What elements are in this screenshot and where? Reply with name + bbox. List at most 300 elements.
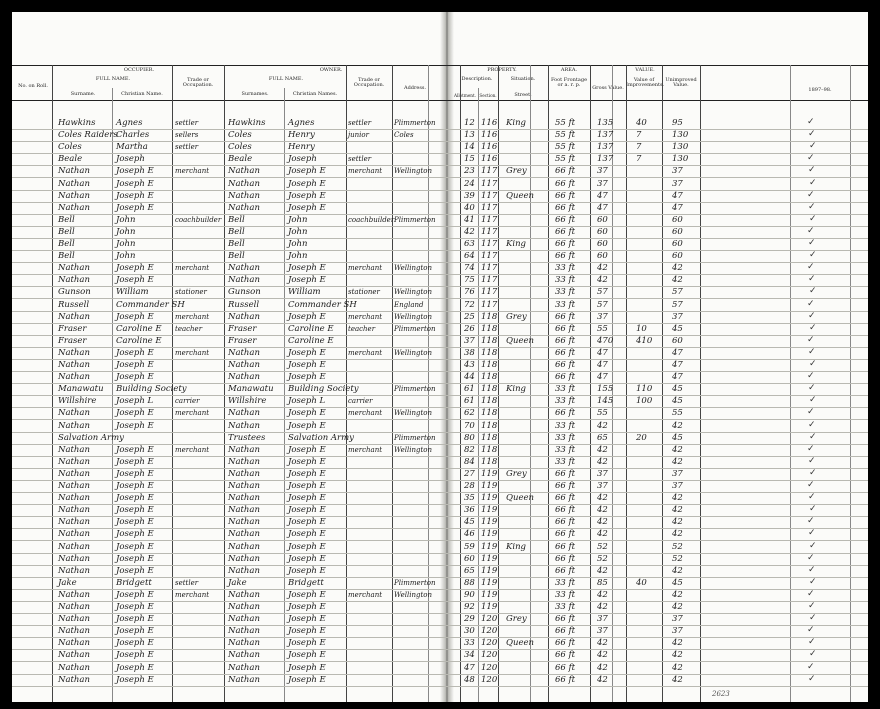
owner-address: Plimmerton xyxy=(394,215,436,224)
foot-frontage: 33 ft xyxy=(555,299,576,310)
unimproved-value: 130 xyxy=(672,154,689,165)
gross-value: 42 xyxy=(597,444,608,455)
allotment: 12 xyxy=(464,118,475,128)
owner-christian-name: Joseph E xyxy=(288,444,326,455)
owner-christian-name: Joseph E xyxy=(288,638,326,649)
occupier-surname: Nathan xyxy=(58,602,90,612)
occupier-christian-name: Joseph L xyxy=(116,396,154,407)
owner-address: Plimmerton xyxy=(394,385,436,394)
check-mark-icon: ✓ xyxy=(807,407,815,418)
header-foot-frontage: Foot Frontage or a. r. p. xyxy=(550,77,588,88)
owner-surname: Nathan xyxy=(228,420,260,431)
occupier-surname: Nathan xyxy=(58,347,90,358)
register-page xyxy=(12,12,868,702)
improvements-value: 40 xyxy=(636,577,647,588)
occupier-surname: Nathan xyxy=(58,481,90,491)
allotment: 28 xyxy=(464,481,475,491)
section: 119 xyxy=(481,505,498,516)
occupier-surname: Beale xyxy=(58,154,83,165)
owner-surname: Coles xyxy=(228,130,252,141)
occupier-christian-name: Joseph E xyxy=(116,493,154,504)
occupier-surname: Bell xyxy=(58,251,75,262)
section: 119 xyxy=(481,565,498,576)
allotment: 34 xyxy=(464,650,475,661)
check-mark-icon: ✓ xyxy=(808,346,816,357)
occupier-surname: Nathan xyxy=(58,553,90,564)
check-mark-icon: ✓ xyxy=(808,201,816,212)
owner-christian-name: Caroline E xyxy=(288,335,334,346)
allotment: 43 xyxy=(464,360,475,370)
owner-christian-name: Salvation Army xyxy=(288,432,354,443)
foot-frontage: 66 ft xyxy=(555,468,576,479)
allotment: 26 xyxy=(464,323,475,334)
gross-value: 137 xyxy=(597,130,614,141)
occupier-surname: Nathan xyxy=(58,565,90,576)
owner-address: Plimmerton xyxy=(394,578,436,587)
owner-surname: Trustees xyxy=(228,432,266,443)
street: Queen xyxy=(506,190,534,201)
occupier-surname: Nathan xyxy=(58,263,90,274)
owner-christian-name: Joseph E xyxy=(288,178,326,189)
foot-frontage: 66 ft xyxy=(555,360,576,370)
owner-christian-name: Joseph E xyxy=(288,263,326,274)
allotment: 39 xyxy=(464,190,475,201)
section: 117 xyxy=(481,251,498,262)
owner-christian-name: Joseph E xyxy=(288,347,326,358)
section: 117 xyxy=(481,190,498,201)
foot-frontage: 66 ft xyxy=(555,190,576,201)
owner-trade: merchant xyxy=(348,167,383,176)
unimproved-value: 47 xyxy=(672,372,683,383)
owner-christian-name: Joseph E xyxy=(288,541,326,552)
check-mark-icon: ✓ xyxy=(807,588,815,599)
owner-surname: Nathan xyxy=(228,444,260,455)
foot-frontage: 66 ft xyxy=(555,650,576,661)
owner-christian-name: Joseph E xyxy=(288,456,326,467)
check-mark-icon: ✓ xyxy=(809,177,817,188)
owner-surname: Nathan xyxy=(228,468,260,479)
occupier-trade: settler xyxy=(175,143,199,152)
occupier-surname: Nathan xyxy=(58,614,90,625)
header-christian-name: Christian Name. xyxy=(121,91,163,97)
allotment: 37 xyxy=(464,335,475,346)
owner-surname: Nathan xyxy=(228,493,260,504)
allotment: 65 xyxy=(464,565,475,576)
foot-frontage: 66 ft xyxy=(555,638,576,649)
gross-value: 52 xyxy=(597,553,608,564)
gross-value: 37 xyxy=(597,468,608,479)
section: 118 xyxy=(481,323,498,334)
gross-value: 137 xyxy=(597,142,614,153)
header-top-rule xyxy=(12,65,868,66)
occupier-trade: settler xyxy=(175,119,199,127)
gross-value: 47 xyxy=(597,347,608,358)
improvements-value: 7 xyxy=(636,142,642,153)
unimproved-value: 55 xyxy=(672,408,683,419)
check-mark-icon: ✓ xyxy=(808,419,816,430)
section: 120 xyxy=(481,662,498,673)
occupier-christian-name: Joseph E xyxy=(116,275,154,286)
header-owner: OWNER. xyxy=(319,67,343,73)
owner-christian-name: Joseph E xyxy=(288,481,326,491)
gross-value: 42 xyxy=(597,275,608,286)
unimproved-value: 52 xyxy=(672,541,683,552)
header-trade: Trade or Occupation. xyxy=(182,77,214,88)
section: 117 xyxy=(481,263,498,274)
occupier-trade: merchant xyxy=(175,348,210,357)
foot-frontage: 55 ft xyxy=(555,154,576,165)
gross-value: 37 xyxy=(597,614,608,625)
allotment: 44 xyxy=(464,372,475,383)
section: 118 xyxy=(481,420,498,431)
owner-surname: Nathan xyxy=(228,263,260,274)
occupier-christian-name: Joseph E xyxy=(116,456,154,467)
occupier-trade: merchant xyxy=(175,264,210,273)
unimproved-value: 60 xyxy=(672,239,683,249)
occupier-surname: Nathan xyxy=(58,493,90,504)
section: 117 xyxy=(481,287,498,298)
check-mark-icon: ✓ xyxy=(809,649,817,660)
owner-surname: Nathan xyxy=(228,166,260,177)
occupier-surname: Russell xyxy=(58,299,90,310)
gross-value: 42 xyxy=(597,505,608,516)
gross-value: 55 xyxy=(597,323,608,334)
section: 119 xyxy=(481,529,498,540)
street: Queen xyxy=(506,638,534,649)
check-mark-icon: ✓ xyxy=(809,467,817,478)
check-mark-icon: ✓ xyxy=(808,455,816,466)
header-property: PROPERTY. xyxy=(487,67,517,73)
unimproved-value: 60 xyxy=(672,214,683,225)
header-no-on-roll: No. on Roll. xyxy=(18,83,48,89)
occupier-trade: merchant xyxy=(175,409,210,418)
foot-frontage: 66 ft xyxy=(555,614,576,625)
foot-frontage: 66 ft xyxy=(555,372,576,383)
check-mark-icon: ✓ xyxy=(809,395,817,406)
unimproved-value: 42 xyxy=(672,517,683,528)
row-rule xyxy=(12,226,868,227)
row-rule xyxy=(12,214,868,215)
occupier-surname: Gunson xyxy=(58,287,91,298)
occupier-surname: Hawkins xyxy=(58,118,96,128)
owner-trade: merchant xyxy=(348,445,383,454)
owner-address: Plimmerton xyxy=(394,433,436,442)
foot-frontage: 66 ft xyxy=(555,214,576,225)
owner-trade: merchant xyxy=(348,348,383,357)
owner-christian-name: Joseph E xyxy=(288,602,326,612)
gross-value: 37 xyxy=(597,481,608,491)
check-mark-icon: ✓ xyxy=(807,189,815,200)
foot-frontage: 33 ft xyxy=(555,263,576,274)
owner-christian-name: Joseph E xyxy=(288,190,326,201)
owner-surname: Gunson xyxy=(228,287,261,298)
owner-christian-name: Henry xyxy=(288,142,315,153)
gross-value: 42 xyxy=(597,602,608,612)
occupier-surname: Nathan xyxy=(58,674,90,685)
header-improvements: Value of Improvements. xyxy=(626,77,665,88)
check-mark-icon: ✓ xyxy=(807,516,815,527)
section: 118 xyxy=(481,444,498,455)
gross-value: 47 xyxy=(597,202,608,213)
occupier-surname: Nathan xyxy=(58,178,90,189)
section: 118 xyxy=(481,372,498,383)
owner-surname: Manawatu xyxy=(228,384,274,395)
allotment: 46 xyxy=(464,529,475,540)
check-mark-icon: ✓ xyxy=(807,443,815,454)
occupier-surname: Coles Raiders xyxy=(58,130,118,141)
section: 120 xyxy=(481,650,498,661)
allotment: 76 xyxy=(464,287,475,298)
owner-surname: Nathan xyxy=(228,565,260,576)
occupier-surname: Bell xyxy=(58,239,75,249)
allotment: 45 xyxy=(464,517,475,528)
foot-frontage: 33 ft xyxy=(555,287,576,298)
unimproved-value: 42 xyxy=(672,275,683,286)
occupier-surname: Nathan xyxy=(58,529,90,540)
foot-frontage: 33 ft xyxy=(555,420,576,431)
occupier-christian-name: Joseph E xyxy=(116,565,154,576)
allotment: 59 xyxy=(464,541,475,552)
section: 117 xyxy=(481,239,498,249)
owner-surname: Russell xyxy=(228,299,260,310)
check-mark-icon: ✓ xyxy=(808,238,816,248)
check-mark-icon: ✓ xyxy=(809,540,817,551)
allotment: 36 xyxy=(464,505,475,516)
gross-value: 42 xyxy=(597,565,608,576)
owner-address: Plimmerton xyxy=(394,324,436,333)
allotment: 30 xyxy=(464,626,475,637)
unimproved-value: 42 xyxy=(672,456,683,467)
occupier-christian-name: John xyxy=(116,251,136,262)
allotment: 41 xyxy=(464,214,475,225)
improvements-value: 7 xyxy=(636,154,642,165)
foot-frontage: 66 ft xyxy=(555,408,576,419)
check-mark-icon: ✓ xyxy=(808,564,816,575)
owner-christian-name: Joseph E xyxy=(288,360,326,370)
occupier-christian-name: Joseph E xyxy=(116,517,154,528)
unimproved-value: 57 xyxy=(672,287,683,298)
check-mark-icon: ✓ xyxy=(808,528,816,539)
check-mark-icon: ✓ xyxy=(809,359,817,369)
occupier-surname: Nathan xyxy=(58,275,90,286)
gross-value: 37 xyxy=(597,626,608,637)
occupier-christian-name: Joseph E xyxy=(116,202,154,213)
owner-surname: Nathan xyxy=(228,602,260,612)
section: 118 xyxy=(481,360,498,370)
owner-address: Wellington xyxy=(394,409,433,418)
section: 119 xyxy=(481,589,498,600)
check-mark-icon: ✓ xyxy=(809,613,817,624)
owner-surname: Bell xyxy=(228,226,245,237)
section: 118 xyxy=(481,432,498,443)
gross-value: 42 xyxy=(597,456,608,467)
foot-frontage: 55 ft xyxy=(555,130,576,141)
occupier-surname: Willshire xyxy=(58,396,97,407)
street: Grey xyxy=(506,311,527,322)
gross-value: 47 xyxy=(597,372,608,383)
owner-christian-name: Joseph E xyxy=(288,408,326,419)
owner-surname: Nathan xyxy=(228,311,260,322)
owner-christian-name: Joseph E xyxy=(288,372,326,383)
owner-surname: Fraser xyxy=(228,335,257,346)
check-mark-icon: ✓ xyxy=(808,274,816,285)
owner-surname: Nathan xyxy=(228,360,260,370)
owner-address: Wellington xyxy=(394,348,433,357)
gross-value: 85 xyxy=(597,577,608,588)
occupier-christian-name: Joseph E xyxy=(116,505,154,516)
owner-surname: Nathan xyxy=(228,553,260,564)
gross-value: 42 xyxy=(597,638,608,649)
gross-value: 42 xyxy=(597,420,608,431)
foot-frontage: 66 ft xyxy=(555,311,576,322)
gross-value: 57 xyxy=(597,287,608,298)
owner-surname: Nathan xyxy=(228,626,260,637)
occupier-surname: Nathan xyxy=(58,662,90,673)
occupier-surname: Nathan xyxy=(58,202,90,213)
header-street: Street. xyxy=(514,92,532,98)
unimproved-value: 47 xyxy=(672,190,683,201)
allotment: 92 xyxy=(464,602,475,612)
section: 119 xyxy=(481,517,498,528)
owner-surname: Nathan xyxy=(228,408,260,419)
gross-value: 47 xyxy=(597,190,608,201)
owner-address: Wellington xyxy=(394,312,433,321)
owner-surname: Nathan xyxy=(228,589,260,600)
unimproved-value: 45 xyxy=(672,577,683,588)
unimproved-value: 52 xyxy=(672,553,683,564)
occupier-surname: Coles xyxy=(58,142,82,153)
header-occupier: OCCUPIER. xyxy=(123,67,155,73)
header-owner-full-name: FULL NAME. xyxy=(268,76,304,82)
owner-christian-name: William xyxy=(288,287,321,298)
allotment: 27 xyxy=(464,468,475,479)
gross-value: 52 xyxy=(597,541,608,552)
occupier-trade: sellers xyxy=(175,131,199,140)
section: 118 xyxy=(481,456,498,467)
owner-trade: settler xyxy=(348,119,372,127)
allotment: 90 xyxy=(464,589,475,600)
foot-frontage: 33 ft xyxy=(555,275,576,286)
occupier-trade: carrier xyxy=(175,397,200,406)
section: 117 xyxy=(481,275,498,286)
allotment: 48 xyxy=(464,674,475,685)
foot-frontage: 66 ft xyxy=(555,493,576,504)
owner-trade: coachbuilder xyxy=(348,215,395,224)
occupier-trade: stationer xyxy=(175,288,207,297)
owner-christian-name: John xyxy=(288,214,308,225)
owner-christian-name: Joseph E xyxy=(288,626,326,637)
occupier-surname: Nathan xyxy=(58,626,90,637)
check-mark-icon: ✓ xyxy=(809,213,817,224)
owner-surname: Beale xyxy=(228,154,253,165)
owner-surname: Nathan xyxy=(228,347,260,358)
section: 117 xyxy=(481,178,498,189)
owner-christian-name: Joseph E xyxy=(288,565,326,576)
check-mark-icon: ✓ xyxy=(808,129,816,140)
gross-value: 57 xyxy=(597,299,608,310)
owner-christian-name: Joseph E xyxy=(288,468,326,479)
foot-frontage: 33 ft xyxy=(555,396,576,407)
section: 119 xyxy=(481,481,498,491)
unimproved-value: 42 xyxy=(672,650,683,661)
unimproved-value: 42 xyxy=(672,602,683,612)
foot-frontage: 33 ft xyxy=(555,444,576,455)
owner-trade: merchant xyxy=(348,312,383,321)
owner-surname: Nathan xyxy=(228,456,260,467)
owner-christian-name: Joseph E xyxy=(288,662,326,673)
occupier-trade: merchant xyxy=(175,590,210,599)
owner-address: Wellington xyxy=(394,590,433,599)
allotment: 40 xyxy=(464,202,475,213)
check-mark-icon: ✓ xyxy=(807,225,815,236)
occupier-trade: merchant xyxy=(175,445,210,454)
occupier-christian-name: Joseph E xyxy=(116,190,154,201)
unimproved-value: 42 xyxy=(672,638,683,649)
foot-frontage: 66 ft xyxy=(555,323,576,334)
check-mark-icon: ✓ xyxy=(808,165,816,176)
allotment: 42 xyxy=(464,226,475,237)
street: Queen xyxy=(506,493,534,504)
unimproved-value: 42 xyxy=(672,565,683,576)
owner-surname: Nathan xyxy=(228,202,260,213)
foot-frontage: 66 ft xyxy=(555,251,576,262)
owner-christian-name: Joseph E xyxy=(288,529,326,540)
occupier-surname: Fraser xyxy=(58,323,87,334)
occupier-christian-name: Joseph E xyxy=(116,638,154,649)
unimproved-value: 47 xyxy=(672,347,683,358)
occupier-christian-name: Joseph E xyxy=(116,662,154,673)
owner-trade: merchant xyxy=(348,409,383,418)
allotment: 23 xyxy=(464,166,475,177)
street: King xyxy=(506,384,526,395)
gross-value: 55 xyxy=(597,408,608,419)
owner-christian-name: Joseph xyxy=(288,154,317,165)
occupier-surname: Nathan xyxy=(58,408,90,419)
header-owner-christian: Christian Names. xyxy=(292,91,338,97)
owner-christian-name: Joseph E xyxy=(288,650,326,661)
owner-address: Plimmerton xyxy=(394,119,436,127)
gross-value: 42 xyxy=(597,263,608,274)
unimproved-value: 42 xyxy=(672,589,683,600)
section: 118 xyxy=(481,347,498,358)
header-bottom-rule xyxy=(12,100,868,101)
gross-value: 42 xyxy=(597,650,608,661)
check-mark-icon: ✓ xyxy=(808,492,816,503)
owner-address: Wellington xyxy=(394,167,433,176)
occupier-surname: Nathan xyxy=(58,166,90,177)
street: Grey xyxy=(506,166,527,177)
occupier-surname: Bell xyxy=(58,214,75,225)
owner-address: Wellington xyxy=(394,288,433,297)
gross-value: 37 xyxy=(597,166,608,177)
occupier-christian-name: Caroline E xyxy=(116,335,162,346)
unimproved-value: 37 xyxy=(672,626,683,637)
foot-frontage: 66 ft xyxy=(555,674,576,685)
occupier-christian-name: Joseph E xyxy=(116,178,154,189)
improvements-value: 7 xyxy=(636,130,642,141)
owner-christian-name: Joseph E xyxy=(288,614,326,625)
owner-christian-name: Building Society xyxy=(288,384,359,395)
owner-surname: Nathan xyxy=(228,190,260,201)
occupier-christian-name: Building Society xyxy=(116,384,187,395)
gross-value: 470 xyxy=(597,335,614,346)
header-situation: Situation. xyxy=(510,76,536,82)
occupier-christian-name: Joseph E xyxy=(116,408,154,419)
owner-trade: settler xyxy=(348,155,372,164)
foot-frontage: 33 ft xyxy=(555,589,576,600)
owner-surname: Bell xyxy=(228,214,245,225)
occupier-christian-name: Joseph E xyxy=(116,263,154,274)
